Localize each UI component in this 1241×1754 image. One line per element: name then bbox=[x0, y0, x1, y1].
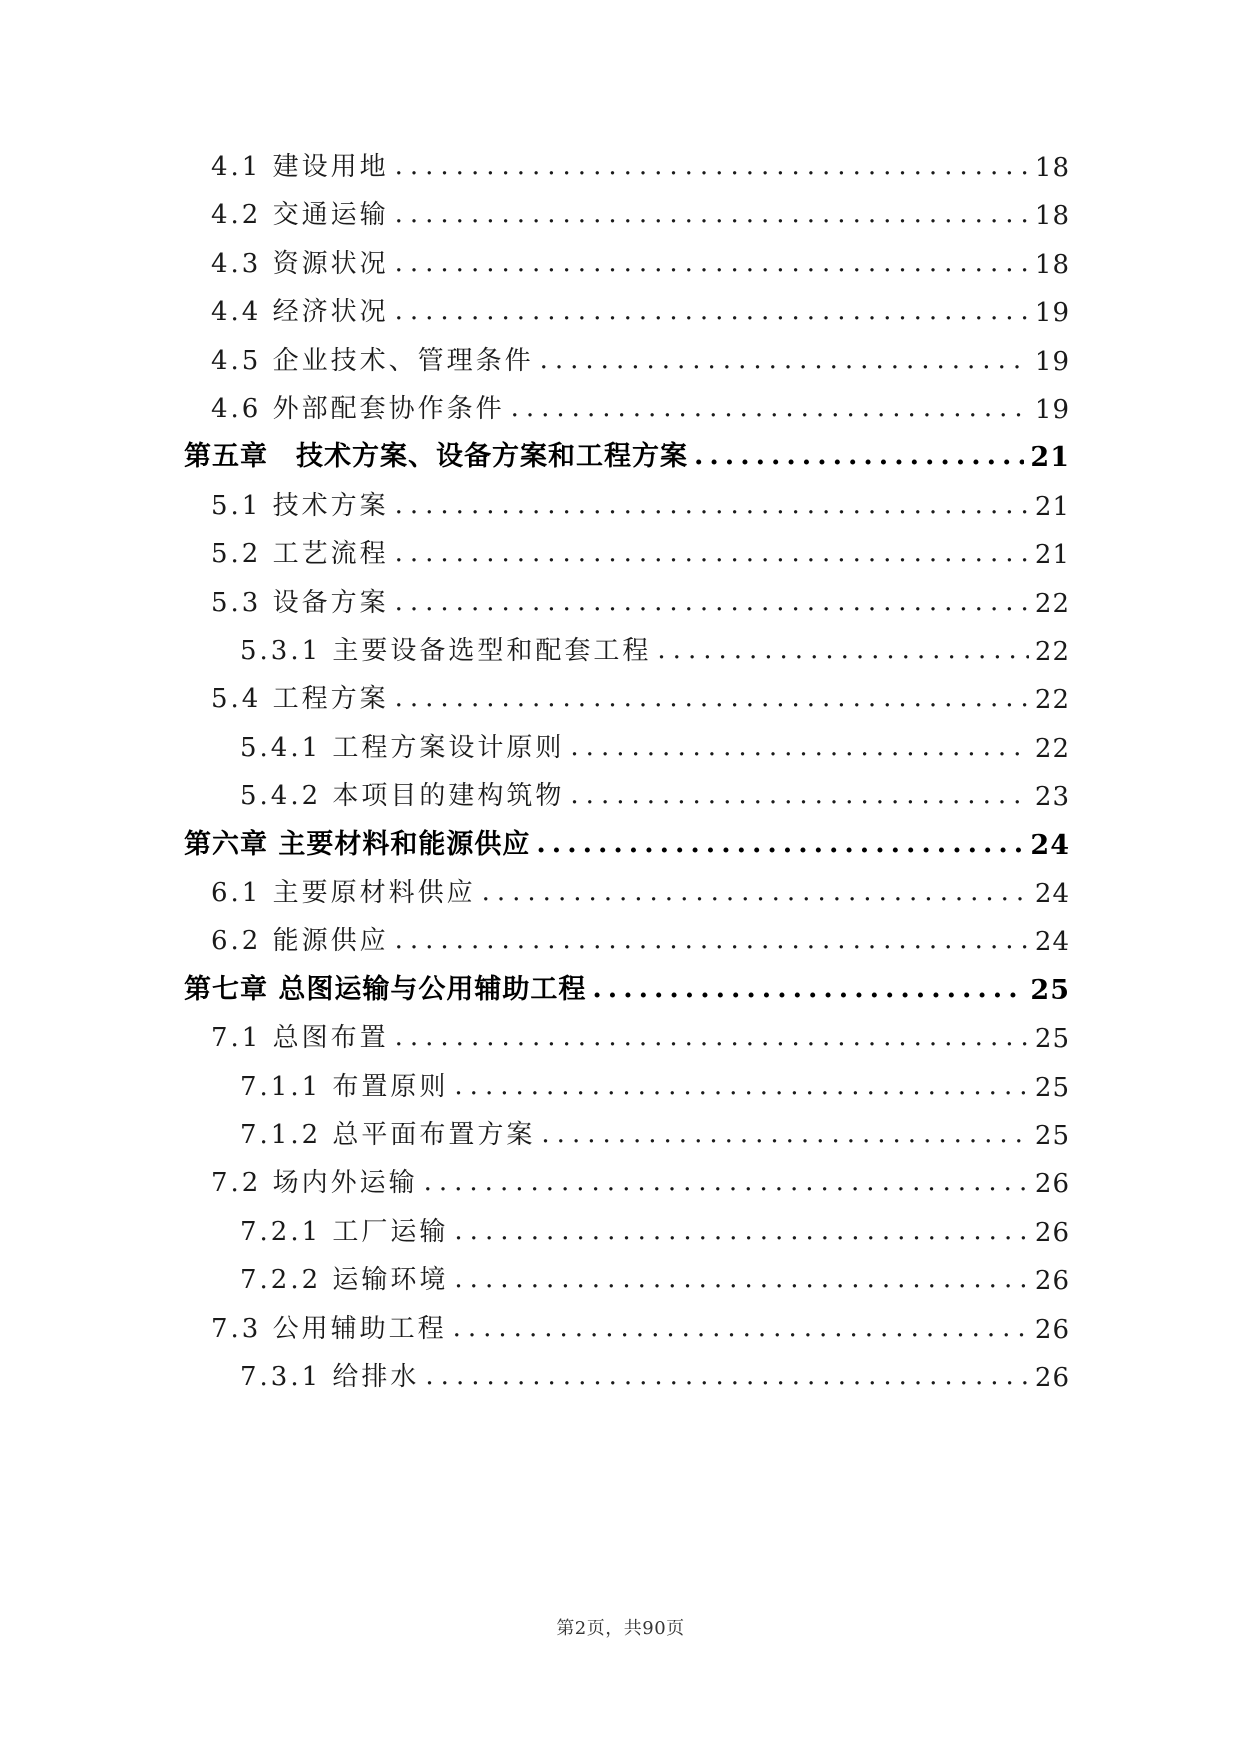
toc-entry-page-number: 23 bbox=[1034, 782, 1070, 813]
toc-entry-page-number: 19 bbox=[1034, 395, 1070, 425]
toc-entry[interactable] bbox=[211, 191, 1070, 231]
toc-entry-title: 4.3 资源状况 bbox=[211, 248, 389, 279]
toc-entry-page-number: 21 bbox=[1034, 540, 1070, 571]
toc-entry-title: 第五章 技术方案、设备方案和工程方案 bbox=[184, 441, 688, 473]
toc-entry-title: 5.4.1 工程方案设计原则 bbox=[240, 732, 565, 763]
toc-entry-title: 7.2 场内外运输 bbox=[211, 1168, 418, 1199]
toc-dot-leader bbox=[395, 1024, 1029, 1054]
toc-entry-title: 4.1 建设用地 bbox=[211, 152, 389, 182]
toc-entry-page-number: 18 bbox=[1034, 201, 1070, 232]
toc-entry-title: 4.4 经济状况 bbox=[211, 297, 389, 328]
toc-dot-leader bbox=[395, 685, 1029, 715]
toc-entry-page-number: 18 bbox=[1034, 249, 1070, 280]
toc-dot-leader bbox=[454, 1266, 1028, 1296]
toc-dot-leader bbox=[536, 830, 1024, 861]
toc-dot-leader bbox=[511, 395, 1029, 425]
toc-entry[interactable] bbox=[211, 143, 1070, 183]
toc-entry-title: 7.1.2 总平面布置方案 bbox=[240, 1120, 536, 1150]
toc-entry[interactable] bbox=[211, 240, 1070, 280]
toc-entry-title: 6.2 能源供应 bbox=[211, 926, 389, 957]
toc-entry-page-number: 18 bbox=[1034, 153, 1070, 183]
toc-entry-title: 4.2 交通运输 bbox=[211, 200, 389, 231]
toc-entry-page-number: 21 bbox=[1030, 442, 1070, 474]
toc-chapter-entry[interactable] bbox=[184, 966, 1070, 1006]
toc-dot-leader bbox=[541, 1121, 1028, 1151]
toc-entry-page-number: 19 bbox=[1034, 346, 1070, 377]
toc-entry-page-number: 26 bbox=[1034, 1169, 1070, 1200]
toc-entry-page-number: 25 bbox=[1034, 1121, 1070, 1151]
toc-dot-leader bbox=[395, 492, 1029, 522]
toc-entry-page-number: 26 bbox=[1034, 1314, 1070, 1345]
toc-entry-page-number: 24 bbox=[1034, 879, 1070, 909]
toc-entry-title: 5.2 工艺流程 bbox=[211, 539, 389, 570]
toc-entry[interactable] bbox=[211, 917, 1070, 957]
toc-entry-title: 7.2.1 工厂运输 bbox=[240, 1216, 449, 1247]
toc-entry-page-number: 25 bbox=[1034, 1072, 1070, 1103]
toc-entry-page-number: 25 bbox=[1034, 1024, 1070, 1055]
toc-dot-leader bbox=[454, 1218, 1028, 1248]
toc-entry-title: 7.1.1 布置原则 bbox=[240, 1071, 449, 1102]
toc-dot-leader bbox=[453, 1315, 1029, 1345]
toc-entry[interactable] bbox=[240, 1353, 1070, 1393]
toc-entry[interactable] bbox=[211, 385, 1070, 425]
toc-dot-leader bbox=[395, 298, 1029, 328]
toc-entry-title: 第七章 总图运输与公用辅助工程 bbox=[184, 973, 587, 1005]
toc-entry-title: 7.3.1 给排水 bbox=[240, 1362, 420, 1392]
toc-dot-leader bbox=[592, 975, 1024, 1006]
toc-entry-page-number: 26 bbox=[1034, 1363, 1070, 1393]
toc-entry-page-number: 26 bbox=[1034, 1266, 1070, 1297]
toc-entry[interactable] bbox=[240, 627, 1070, 667]
toc-dot-leader bbox=[657, 637, 1028, 667]
toc-chapter-entry[interactable] bbox=[184, 821, 1070, 861]
toc-dot-leader bbox=[395, 201, 1029, 231]
toc-entry[interactable] bbox=[211, 579, 1070, 619]
toc-entry-title: 5.3 设备方案 bbox=[211, 587, 389, 618]
toc-entry-title: 7.1 总图布置 bbox=[211, 1023, 389, 1054]
toc-entry-page-number: 21 bbox=[1034, 491, 1070, 522]
toc-dot-leader bbox=[454, 1073, 1028, 1103]
toc-entry-title: 4.5 企业技术、管理条件 bbox=[211, 345, 534, 376]
toc-entry[interactable] bbox=[211, 288, 1070, 328]
toc-entry-title: 7.3 公用辅助工程 bbox=[211, 1313, 447, 1344]
toc-entry-page-number: 24 bbox=[1030, 829, 1070, 861]
toc-entry[interactable] bbox=[211, 337, 1070, 377]
toc-chapter-entry[interactable] bbox=[184, 433, 1070, 473]
toc-entry-title: 5.1 技术方案 bbox=[211, 490, 389, 521]
toc-entry[interactable] bbox=[211, 675, 1070, 715]
toc-entry[interactable] bbox=[211, 530, 1070, 570]
toc-dot-leader bbox=[395, 250, 1029, 280]
toc-dot-leader bbox=[482, 879, 1029, 909]
toc-dot-leader bbox=[395, 589, 1029, 619]
toc-entry-page-number: 22 bbox=[1034, 685, 1070, 716]
page-footer bbox=[0, 1614, 1241, 1640]
toc-entry-title: 5.3.1 主要设备选型和配套工程 bbox=[240, 636, 652, 666]
toc-dot-leader bbox=[425, 1363, 1028, 1393]
toc-entry-title: 5.4.2 本项目的建构筑物 bbox=[240, 781, 565, 812]
toc-entry[interactable] bbox=[240, 1256, 1070, 1296]
toc-entry[interactable] bbox=[240, 1111, 1070, 1151]
toc-entry[interactable] bbox=[240, 772, 1070, 812]
toc-dot-leader bbox=[694, 442, 1024, 473]
toc-entry-page-number: 22 bbox=[1034, 733, 1070, 764]
toc-entry-page-number: 19 bbox=[1034, 298, 1070, 329]
toc-dot-leader bbox=[395, 927, 1029, 957]
page-number-text: 第2页，共90页 bbox=[556, 1618, 685, 1639]
toc-entry-page-number: 22 bbox=[1034, 588, 1070, 619]
toc-entry[interactable] bbox=[211, 869, 1070, 909]
toc-entry-title: 5.4 工程方案 bbox=[211, 684, 389, 715]
toc-entry-title: 6.1 主要原材料供应 bbox=[211, 878, 476, 908]
toc-entry[interactable] bbox=[240, 724, 1070, 764]
toc-entry[interactable] bbox=[211, 1014, 1070, 1054]
toc-entry-page-number: 24 bbox=[1034, 927, 1070, 958]
toc-dot-leader bbox=[540, 347, 1029, 377]
toc-entry-title: 4.6 外部配套协作条件 bbox=[211, 394, 505, 424]
toc-entry-page-number: 25 bbox=[1030, 974, 1070, 1006]
toc-entry-page-number: 26 bbox=[1034, 1217, 1070, 1248]
toc-dot-leader bbox=[570, 782, 1028, 812]
toc-entry[interactable] bbox=[211, 1159, 1070, 1199]
toc-dot-leader bbox=[395, 540, 1029, 570]
toc-entry[interactable] bbox=[240, 1208, 1070, 1248]
toc-dot-leader bbox=[424, 1169, 1029, 1199]
toc-entry[interactable] bbox=[211, 1305, 1070, 1345]
toc-dot-leader bbox=[395, 153, 1029, 183]
toc-dot-leader bbox=[570, 734, 1028, 764]
toc-entry[interactable] bbox=[240, 1063, 1070, 1103]
toc-entry-title: 第六章 主要材料和能源供应 bbox=[184, 828, 531, 860]
toc-entry-title: 7.2.2 运输环境 bbox=[240, 1265, 449, 1296]
toc-entry-page-number: 22 bbox=[1034, 637, 1070, 667]
toc-entry[interactable] bbox=[211, 482, 1070, 522]
